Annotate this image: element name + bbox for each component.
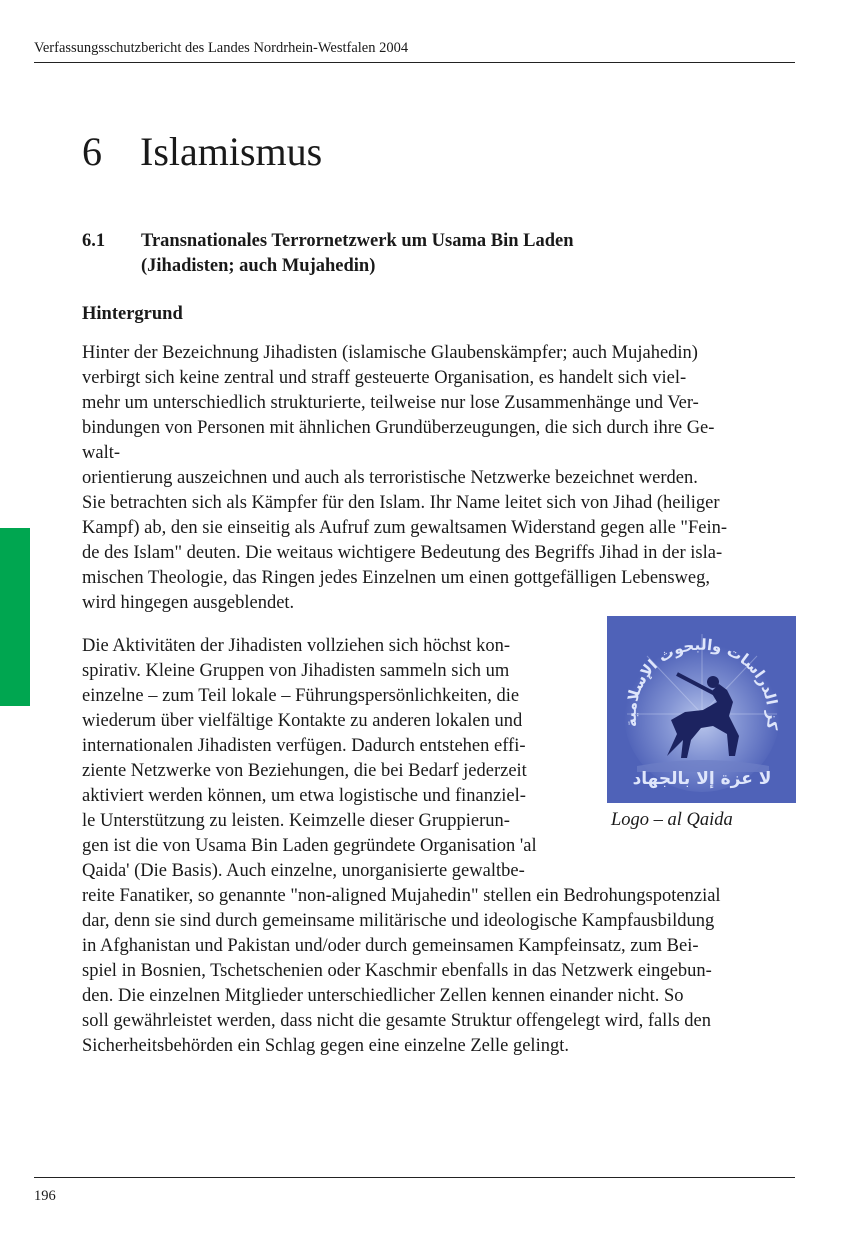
logo-arabic-arc-text: كز الدراسات والبحوث الإسلامية: [621, 635, 782, 731]
text-line: le Unterstützung zu leisten. Keimzelle dieser Gruppierun-: [82, 811, 510, 831]
text-line: internationalen Jihadisten verfügen. Dadurch entstehen effi-: [82, 736, 526, 756]
text-line: wird hingegen ausgeblendet.: [82, 593, 295, 613]
footer-rule: [34, 1177, 795, 1178]
al-qaida-logo-image: [607, 616, 796, 803]
text-line: in Afghanistan und Pakistan und/oder durch gemeinsamen Kampfeinsatz, zum Bei-: [82, 936, 699, 956]
text-line: Hinter der Bezeichnung Jihadisten (islamische Glaubenskämpfer; auch Mujahedin): [82, 343, 698, 363]
text-line: Sicherheitsbehörden ein Schlag gegen eine einzelne Zelle gelingt.: [82, 1036, 569, 1056]
logo-figure: [607, 616, 796, 803]
section-heading: [82, 229, 741, 279]
subheading: Hintergrund: [82, 304, 183, 324]
section-title-line: Transnationales Terrornetzwerk um Usama Bin Laden: [141, 231, 574, 251]
page-number: 196: [34, 1188, 56, 1204]
logo-arabic-bottom-text: لا عزة إلا بالجهاد: [632, 769, 772, 789]
running-header: Verfassungsschutzbericht des Landes Nordrhein-Westfalen 2004: [34, 40, 409, 56]
text-line: reite Fanatiker, so genannte "non-aligned Mujahedin" stellen ein Bedrohungspotenzial: [82, 886, 721, 906]
section-title-line: (Jihadisten; auch Mujahedin): [141, 256, 376, 276]
text-line: orientierung auszeichnen und auch als terroristische Netzwerke bezeichnet werden.: [82, 468, 698, 488]
rider-head: [707, 676, 719, 688]
text-line: de des Islam" deuten. Die weitaus wichtigere Bedeutung des Begriffs Jihad in der isla-: [82, 543, 723, 563]
text-line: gen ist die von Usama Bin Laden gegründete Organisation 'al: [82, 836, 537, 856]
chapter-heading: [82, 126, 322, 178]
text-line: walt-: [82, 443, 121, 463]
chapter-marker-tab: [0, 528, 30, 706]
chapter-number: 6: [82, 129, 102, 174]
text-line: wiederum über vielfältige Kontakte zu anderen lokalen und: [82, 711, 523, 731]
text-line: soll gewährleistet werden, dass nicht die gesamte Struktur offengelegt wird, falls den: [82, 1011, 711, 1031]
text-line: Die Aktivitäten der Jihadisten vollziehen sich höchst kon-: [82, 636, 510, 656]
text-line: ziente Netzwerke von Beziehungen, die bei Bedarf jederzeit: [82, 761, 527, 781]
text-line: einzelne – zum Teil lokale – Führungspersönlichkeiten, die: [82, 686, 520, 706]
text-line: mehr um unterschiedlich strukturierte, teilweise nur lose Zusammenhänge und Ver-: [82, 393, 699, 413]
chapter-title: Islamismus: [140, 129, 323, 174]
text-line: spiel in Bosnien, Tschetschenien oder Kaschmir ebenfalls in das Netzwerk eingebun-: [82, 961, 712, 981]
text-line: spirativ. Kleine Gruppen von Jihadisten sammeln sich um: [82, 661, 510, 681]
text-line: Qaida' (Die Basis). Auch einzelne, unorganisierte gewaltbe-: [82, 861, 525, 881]
header-rule: [34, 62, 795, 63]
paragraph-1: [82, 341, 727, 616]
text-line: den. Die einzelnen Mitglieder unterschiedlicher Zellen kennen einander nicht. So: [82, 986, 684, 1006]
text-line: mischen Theologie, das Ringen jedes Einzelnen um einen gottgefälligen Lebensweg,: [82, 568, 710, 588]
text-line: dar, denn sie sind durch gemeinsame militärische und ideologische Kampfausbildung: [82, 911, 715, 931]
text-line: aktiviert werden können, um etwa logistische und finanziel-: [82, 786, 526, 806]
text-line: Sie betrachten sich als Kämpfer für den Islam. Ihr Name leitet sich von Jihad (heiliger: [82, 493, 720, 513]
text-line: bindungen von Personen mit ähnlichen Grundüberzeugungen, die sich durch ihre Ge-: [82, 418, 715, 438]
section-number: 6.1: [82, 231, 106, 251]
text-line: Kampf) ab, den sie einseitig als Aufruf zum gewaltsamen Widerstand gegen alle "Fein-: [82, 518, 728, 538]
text-line: verbirgt sich keine zentral und straff gesteuerte Organisation, es handelt sich viel-: [82, 368, 687, 388]
figure-caption: Logo – al Qaida: [611, 810, 733, 830]
